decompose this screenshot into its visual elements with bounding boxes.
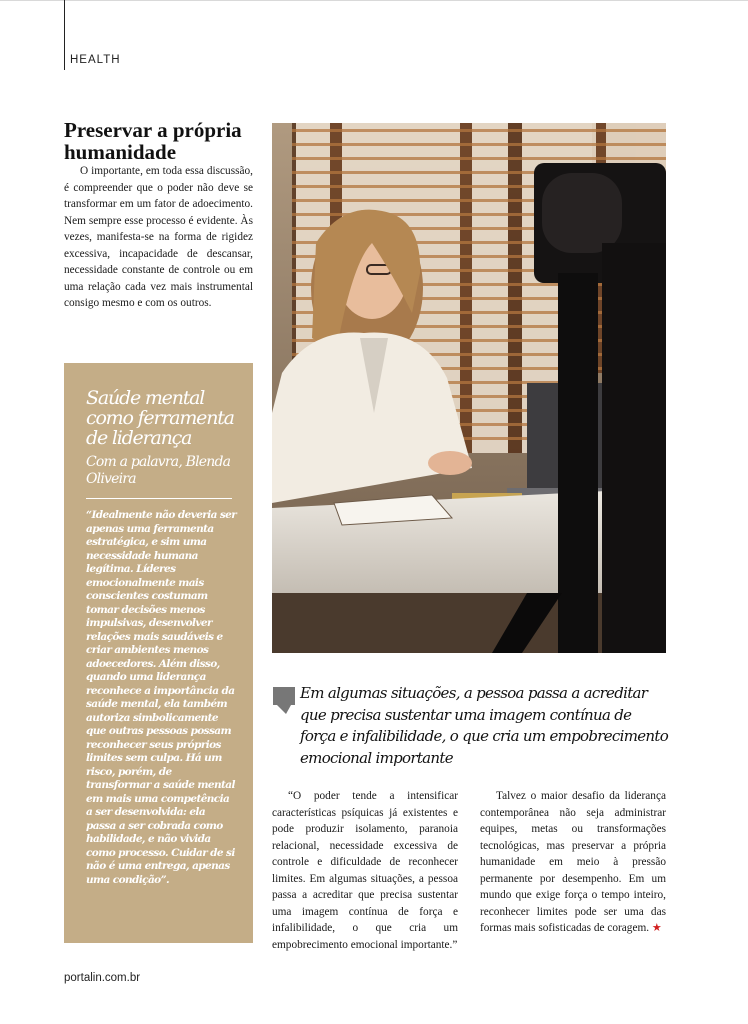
site-url: portalin.com.br [64,972,141,984]
sidebar-divider [86,498,232,499]
sidebar-subtitle: Com a palavra, Blenda Oliveira [86,454,231,487]
section-label: HEALTH [70,54,121,66]
sidebar-quote: “Idealmente não deveria ser apenas uma ferramenta estratégica, e sim uma necessidade humana legítima. Líderes emocionalmente mais conscientes costumam tomar decisões menos impulsivas, desenvolver relações mais saudáveis e criar ambientes menos adoecedores. Além disso, quando uma liderança reconhece a importância da saúde mental, ela também autoriza simbolicamente que outras pessoas possam reconhecer seus próprios limites sem culpa. Há um risco, porém, de transformar a saúde mental em mais uma competência a ser desenvolvida: ela passa a ser cobrada como habilidade, e não vivida como processo. Cuidar de si não é uma entrega, apenas uma condição”. [86,509,237,886]
pull-quote: Em algumas situações, a pessoa passa a acreditar que precisa sustentar uma imagem contínua de força e infalibilidade, o que cria um empobrecimento emocional importante [300,684,669,767]
article-heading: Preservar a própria humanidade [64,118,242,164]
body-column-2 [480,788,666,937]
sidebar-title: Saúde mental como ferramenta de liderança [86,387,234,449]
end-star-icon: ★ [651,921,662,934]
article-photo [272,123,666,653]
page-top-border [0,0,748,1]
body-column-1: “O poder tende a intensificar características psíquicas já existentes e pode produzir isolamento, paranoia relacional, necessidade excessiva de controle e dificuldade de reconhecer limites. Em algumas situações, a pessoa passa a acreditar que precisa sustentar uma imagem contínua de força e infalibilidade, o que cria um empobrecimento emocional importante.” [272,790,458,951]
sidebar-box [64,363,253,943]
intro-paragraph: O importante, em toda essa discussão, é compreender que o poder não deve se transformar em um fator de adoecimento. Nem sempre esse processo é evidente. Às vezes, manifesta-se na forma de rigidez excessiva, incapacidade de descansar, necessidade constante de controle ou em uma relação cada vez mais instrumental consigo mesmo e com os outros. [64,165,253,309]
quote-mark-icon [273,687,295,705]
body-column-2-text: Talvez o maior desafio da liderança contemporânea não seja administrar equipes, metas ou transformações tecnológicas, mas preservar a própria humanidade em meio à pressão permanente por desempenho. Em um mundo que exige força o tempo inteiro, reconhecer limites pode ser uma das formas mais sofisticadas de coragem. [480,790,666,934]
section-rule [64,0,65,70]
photo-illustration [272,123,666,653]
